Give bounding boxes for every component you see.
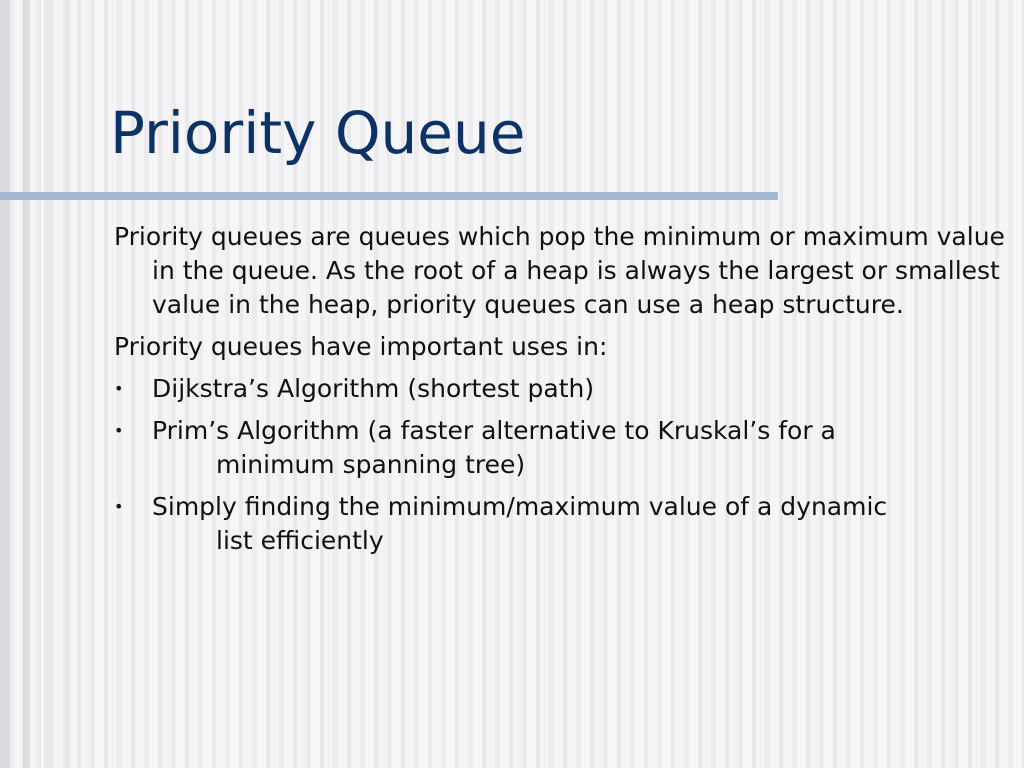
list-item-prim <box>114 414 1014 482</box>
list-item-text: Simply finding the minimum/maximum value of a dynamic <box>152 492 888 521</box>
list-item-text: Dijkstra’s Algorithm (shortest path) <box>152 374 595 403</box>
list-item-continuation: list efficiently <box>216 526 384 555</box>
list-item-dijkstra <box>114 372 1014 406</box>
paragraph-intro: Priority queues are queues which pop the minimum or maximum value in the queue. As the root of a heap is always the largest or smallest value in the heap, priority queues can use a heap structure. <box>114 222 1005 319</box>
list-item-minmax <box>114 490 1014 558</box>
uses-list <box>114 372 1014 558</box>
title-divider <box>0 192 778 200</box>
paragraph-uses: Priority queues have important uses in: <box>114 332 608 361</box>
list-item-continuation: minimum spanning tree) <box>216 450 526 479</box>
bullet-icon: • <box>114 497 124 516</box>
bullet-icon: • <box>114 379 124 398</box>
slide-body <box>114 220 1014 566</box>
list-item-text: Prim’s Algorithm (a faster alternative to Kruskal’s for a <box>152 416 836 445</box>
bullet-icon: • <box>114 421 124 440</box>
slide-title: Priority Queue <box>110 99 526 167</box>
